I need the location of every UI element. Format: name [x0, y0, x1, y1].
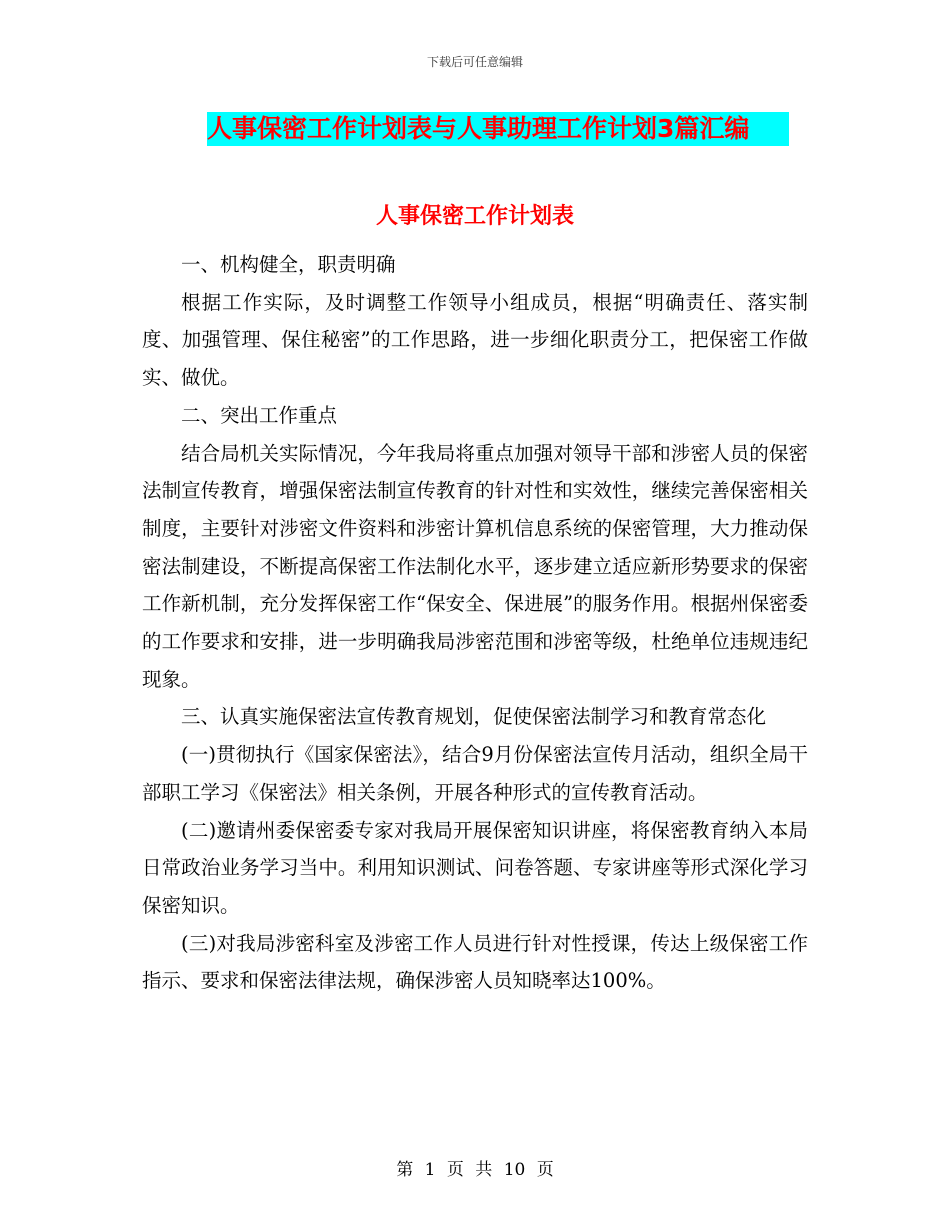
- paragraph: (一)贯彻执行《国家保密法》，结合9月份保密法宣传月活动，组织全局干部职工学习《保密法》相关条例，开展各种形式的宣传教育活动。: [142, 743, 808, 804]
- main-title-highlight: [207, 112, 789, 146]
- document-body: [142, 246, 808, 1000]
- paragraph: 根据工作实际，及时调整工作领导小组成员，根据“明确责任、落实制度、加强管理、保住秘密”的工作思路，进一步细化职责分工，把保密工作做实、做优。: [142, 290, 808, 390]
- paragraph-heading-3: 三、认真实施保密法宣传教育规划，促使保密法制学习和教育常态化: [181, 705, 767, 729]
- paragraph: 结合局机关实际情况，今年我局将重点加强对领导干部和涉密人员的保密法制宣传教育，增强保密法制宣传教育的针对性和实效性，继续完善保密相关制度，主要针对涉密文件资料和涉密计算机信息系统的保密管理，大力推动保密法制建设，不断提高保密工作法制化水平，逐步建立适应新形势要求的保密工作新机制，充分发挥保密工作“保安全、保进展”的服务作用。根据州保密委的工作要求和安排，进一步明确我局涉密范围和涉密等级，杜绝单位违规违纪现象。: [142, 441, 808, 691]
- paragraph: (三)对我局涉密科室及涉密工作人员进行针对性授课，传达上级保密工作指示、要求和保密法律法规，确保涉密人员知晓率达100%。: [142, 931, 808, 993]
- paragraph-heading-2: 二、突出工作重点: [181, 403, 338, 427]
- section-title: 人事保密工作计划表: [375, 204, 574, 229]
- header-note: 下载后可任意编辑: [426, 55, 523, 69]
- main-title: 人事保密工作计划表与人事助理工作计划3篇汇编: [207, 114, 750, 143]
- paragraph: (二)邀请州委保密委专家对我局开展保密知识讲座，将保密教育纳入本局日常政治业务学习当中。利用知识测试、问卷答题、专家讲座等形式深化学习保密知识。: [142, 818, 808, 917]
- paragraph-heading-1: 一、机构健全，职责明确: [181, 253, 396, 276]
- page-indicator: 第 1 页 共 10 页: [396, 1160, 554, 1180]
